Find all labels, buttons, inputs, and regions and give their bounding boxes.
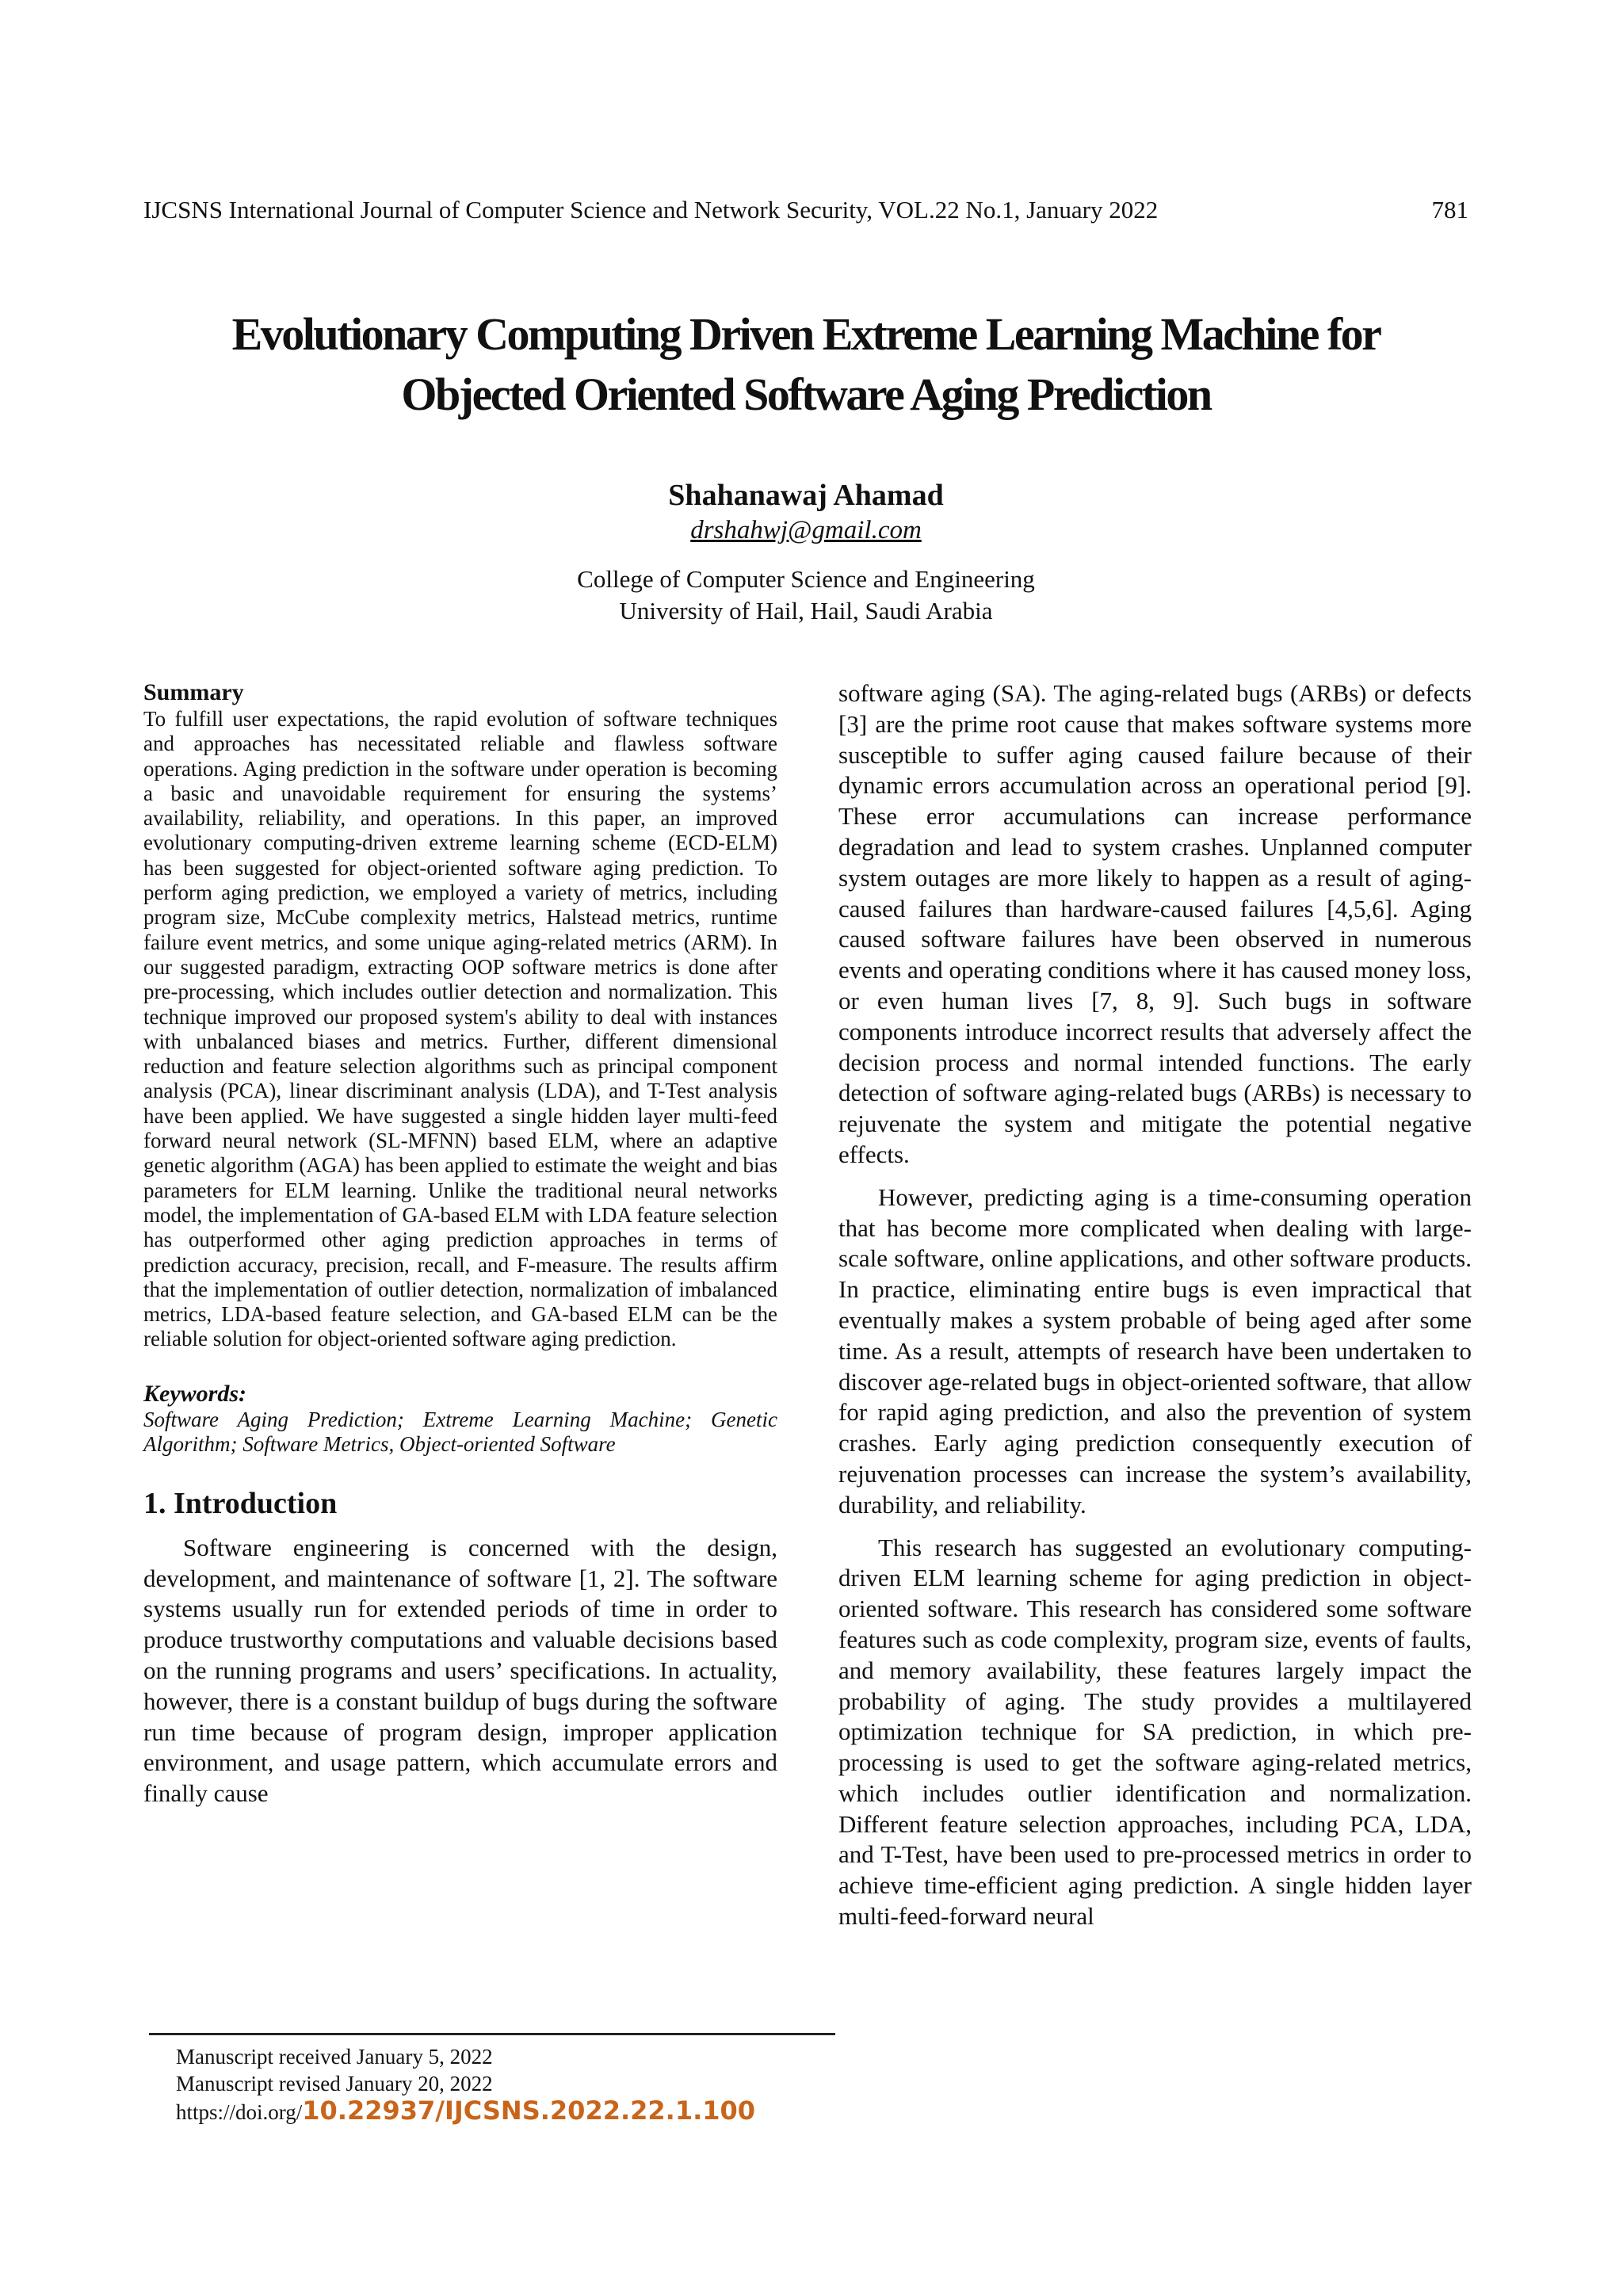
doi-prefix: https://doi.org/ (176, 2100, 303, 2124)
introduction-paragraph-3: This research has suggested an evolutionary computing-driven ELM learning scheme for aging prediction in object-oriented software. This research has considered some software features such as code complexity, program size, events of faults, and memory availability, these features largely impact the probability of aging. The study provides a multilayered optimization technique for SA prediction, in which pre-processing is used to get the software aging-related metrics, which includes outlier identification and normalization. Different feature selection approaches, including PCA, LDA, and T-Test, have been used to pre-processed metrics in order to achieve time-efficient aging prediction. A single hidden layer multi-feed-forward neural (838, 1533, 1472, 1931)
introduction-heading: 1. Introduction (143, 1486, 338, 1520)
left-column (143, 678, 777, 1809)
author-affiliation (143, 563, 1468, 627)
paper-title (143, 304, 1468, 425)
author-email-link[interactable]: drshahwj@gmail.com (690, 516, 922, 544)
right-column (838, 678, 1472, 1932)
title-line-2: Objected Oriented Software Aging Prediction (401, 369, 1211, 420)
title-line-1: Evolutionary Computing Driven Extreme Learning Machine for (231, 308, 1381, 360)
footnotes (176, 2043, 755, 2126)
footnote-divider (149, 2033, 835, 2035)
doi-link[interactable]: 10.22937/IJCSNS.2022.22.1.100 (302, 2095, 756, 2126)
introduction-paragraph-2: However, predicting aging is a time-consuming operation that has become more complicated when dealing with large-scale software, online applications, and other software products. In practice, eliminating entire bugs is even impractical that eventually makes a system probable of being aged after some time. As a result, attempts of research have been undertaken to discover age-related bugs in object-oriented software, that allow for rapid aging prediction, and also the prevention of system crashes. Early aging prediction consequently execution of rejuvenation processes can increase the system’s availability, durability, and reliability. (838, 1182, 1472, 1519)
introduction-paragraph-1-continued: software aging (SA). The aging-related bugs (ARBs) or defects [3] are the prime root cause that makes software systems more susceptible to suffer aging caused failure because of their dynamic errors accumulation across an operational period [9]. These error accumulations can increase performance degradation and lead to system crashes. Unplanned computer system outages are more likely to happen as a result of aging-caused failures than hardware-caused failures [4,5,6]. Aging caused software failures have been observed in numerous events and operating conditions where it has caused money loss, or even human lives [7, 8, 9]. Such bugs in software components introduce incorrect results that adversely affect the decision process and normal intended functions. The early detection of software aging-related bugs (ARBs) is necessary to rejuvenate the system and mitigate the potential negative effects. (838, 679, 1472, 1168)
introduction-paragraph-1: Software engineering is concerned with the design, development, and maintenance of software [1, 2]. The software systems usually run for extended periods of time in order to produce trustworthy computations and valuable decisions based on the running programs and users’ specifications. In actuality, however, there is a constant buildup of bugs during the software run time because of program design, improper application environment, and usage pattern, which accumulate errors and finally cause (143, 1533, 777, 1808)
running-header (143, 195, 1468, 225)
summary-text: To fulfill user expectations, the rapid evolution of software techniques and approaches has necessitated reliable and flawless software operations. Aging prediction in the software under operation is becoming a basic and unavoidable requirement for ensuring the systems’ availability, reliability, and operations. In this paper, an improved evolutionary computing-driven extreme learning scheme (ECD-ELM) has been suggested for object-oriented software aging prediction. To perform aging prediction, we employed a variety of metrics, including program size, McCube complexity metrics, Halstead metrics, runtime failure event metrics, and some unique aging-related metrics (ARM). In our suggested paradigm, extracting OOP software metrics is done after pre-processing, which includes outlier detection and normalization. This technique improved our proposed system's ability to deal with instances with unbalanced biases and metrics. Further, different dimensional reduction and feature selection algorithms such as principal component analysis (PCA), linear discriminant analysis (LDA), and T-Test analysis have been applied. We have suggested a single hidden layer multi-feed forward neural network (SL-MFNN) based ELM, where an adaptive genetic algorithm (AGA) has been applied to estimate the weight and bias parameters for ELM learning. Unlike the traditional neural networks model, the implementation of GA-based ELM with LDA feature selection has outperformed other aging prediction approaches in terms of prediction accuracy, precision, recall, and F-measure. The results affirm that the implementation of outlier detection, normalization of imbalanced metrics, LDA-based feature selection, and GA-based ELM can be the reliable solution for object-oriented software aging prediction. (143, 707, 778, 1351)
manuscript-revised: Manuscript revised January 20, 2022 (176, 2072, 493, 2095)
keywords-text: Software Aging Prediction; Extreme Learning Machine; Genetic Algorithm; Software Metrics, Object-oriented Software (143, 1407, 777, 1456)
journal-name: IJCSNS International Journal of Computer Science and Network Security, VOL.22 No.1, January 2022 (143, 196, 1159, 223)
summary-heading: Summary (143, 679, 244, 705)
manuscript-received: Manuscript received January 5, 2022 (176, 2045, 493, 2069)
doi-line (176, 2097, 755, 2126)
affiliation-line-1: College of Computer Science and Engineering (577, 565, 1035, 593)
page-number: 781 (1431, 196, 1468, 223)
keywords-heading: Keywords: (143, 1380, 246, 1407)
affiliation-line-2: University of Hail, Hail, Saudi Arabia (619, 597, 993, 625)
author-name: Shahanawaj Ahamad (668, 479, 944, 512)
